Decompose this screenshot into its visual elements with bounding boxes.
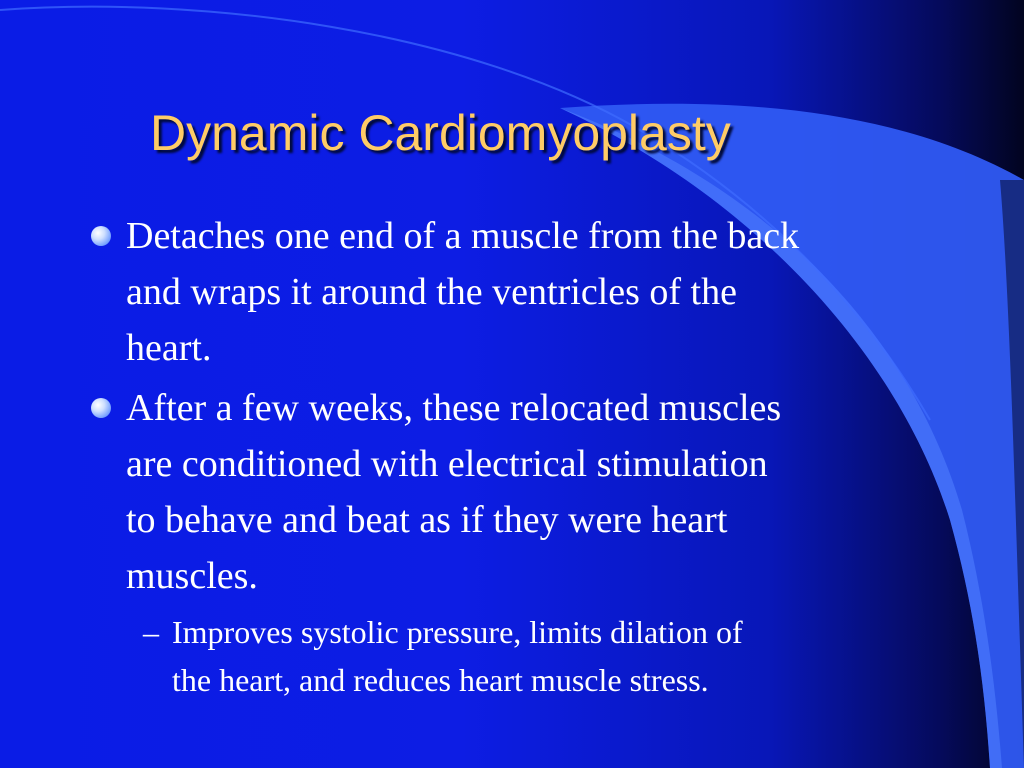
bullet-2-line-3: to behave and beat as if they were heart <box>126 499 728 541</box>
sub-bullet-line-2: the heart, and reduces heart muscle stress. <box>172 662 709 698</box>
slide-title: Dynamic Cardiomyoplasty <box>150 105 731 161</box>
bullet-item-2 <box>126 380 781 604</box>
bullet-dot-icon <box>91 226 111 246</box>
bullet-item-1 <box>126 208 799 376</box>
bullet-1-line-1: Detaches one end of a muscle from the back <box>126 215 800 257</box>
bullet-2-line-2: are conditioned with electrical stimulation <box>126 443 768 485</box>
bullet-1-line-3: heart. <box>126 327 212 369</box>
bullet-2-line-4: muscles. <box>126 555 258 597</box>
sub-bullet-line-1: Improves systolic pressure, limits dilation of <box>172 614 743 650</box>
bullet-dot-icon <box>91 398 111 418</box>
sub-bullet-item <box>143 608 743 704</box>
bullet-1-line-2: and wraps it around the ventricles of the <box>126 271 737 313</box>
sub-bullet-dash: – <box>143 614 159 650</box>
bullet-2-line-1: After a few weeks, these relocated muscles <box>126 387 782 429</box>
